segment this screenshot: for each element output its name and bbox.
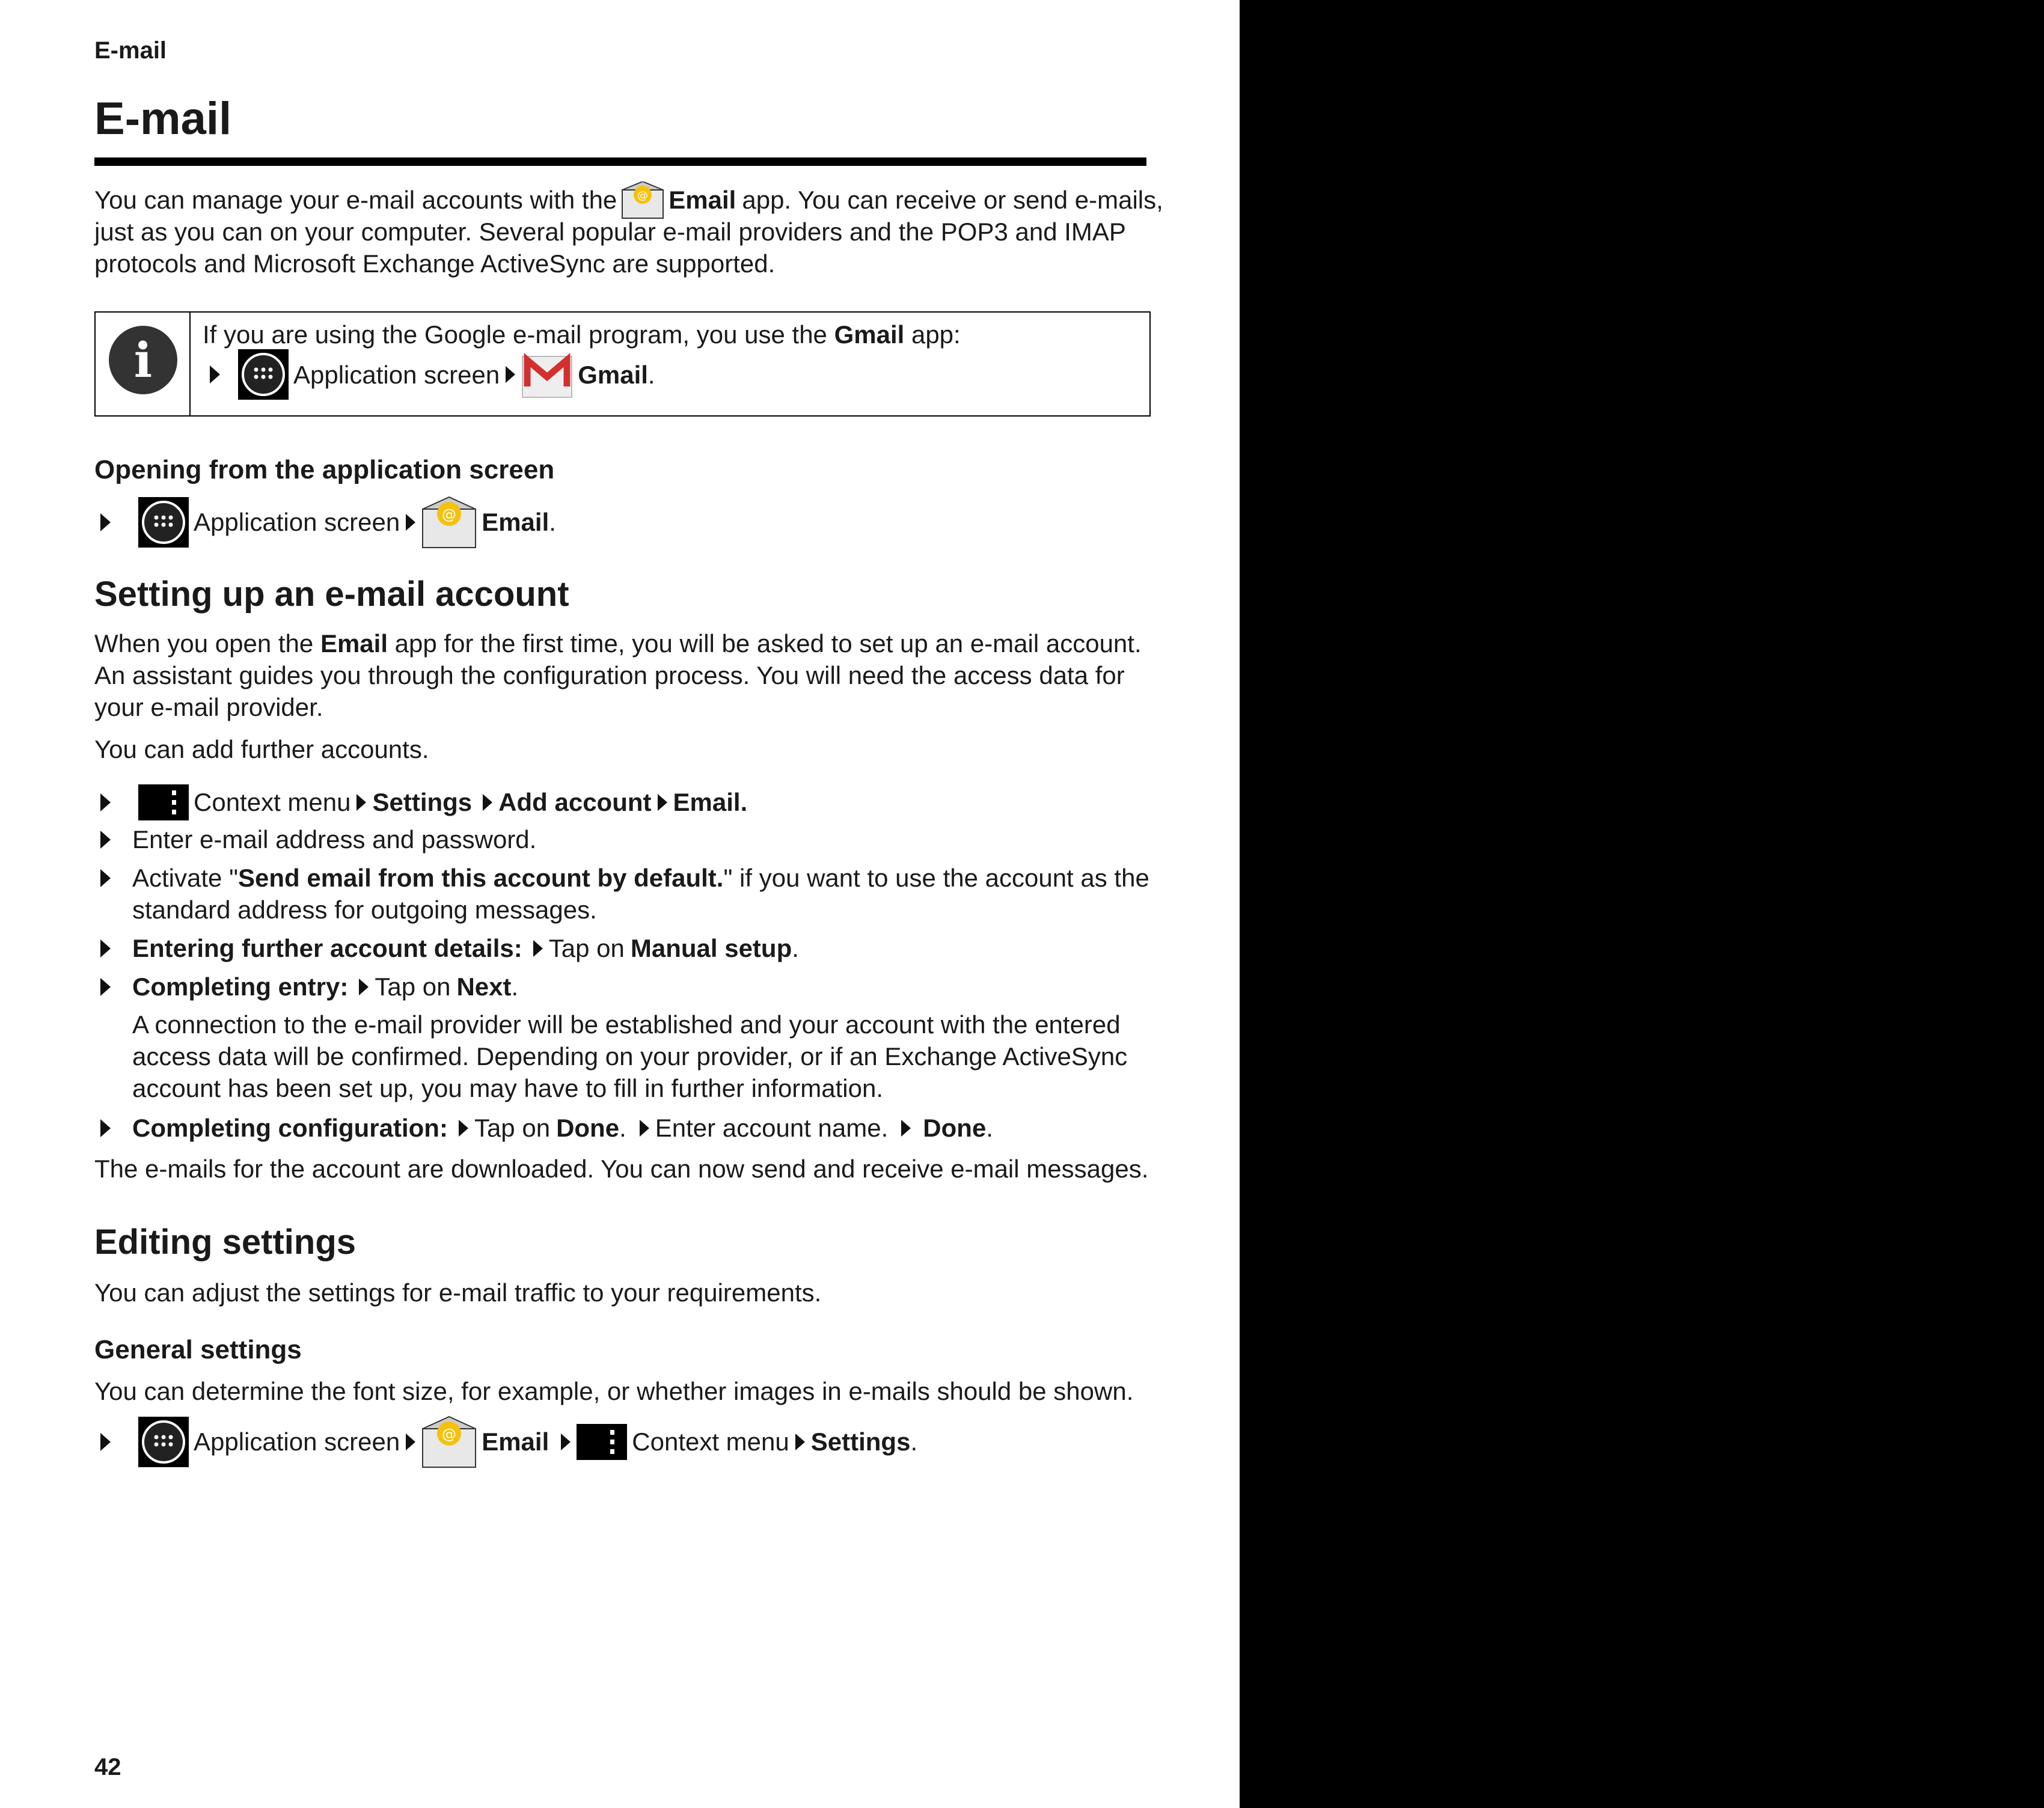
general-settings-path: Application screen @ Email Context menu Settings . (94, 1415, 1152, 1469)
setup-further-accounts: You can add further accounts. (94, 735, 429, 763)
page-title: E-mail (94, 93, 232, 144)
info-icon: i (109, 326, 177, 394)
email-app-icon (622, 182, 664, 219)
bullet-arrow-icon (100, 831, 111, 849)
context-menu-icon (577, 1424, 627, 1460)
opening-heading: Opening from the application screen (94, 455, 555, 484)
info-gmail-bold: Gmail (834, 320, 905, 349)
path-arrow-icon (406, 514, 415, 531)
general-settings-heading: General settings (94, 1335, 302, 1364)
black-margin-bar (1240, 0, 2044, 1808)
svg-text:@: @ (442, 506, 457, 523)
running-header: E-mail (94, 37, 167, 64)
email-app-icon (421, 1416, 477, 1468)
intro-app-name: Email (669, 185, 736, 214)
bullet-arrow-icon (100, 1433, 111, 1451)
info-text-a: If you are using the Google e-mail program, you use the (203, 320, 827, 349)
editing-heading: Editing settings (94, 1223, 356, 1262)
bullet-arrow-icon (100, 939, 111, 957)
document-page: E-mail E-mail You can manage your e-mail accounts with the @ Email app. You can receive or send e-mails, just as you can on your computer. Several popular e-mail providers and the POP3 and IMAP protocols and Microsoft Exchange ActiveSync are supported. i If you are using the Google e-mail program, you use the Gmail app: Application screen Gmail . Opening from the application screen Application screen @ Email . Setting up an e-mail account When you open the Email app for the first time, you will be asked to set up an e-mail account. An assistant guides you through the configuration process. You will need the access data for your e-mail provider. You can add further accounts. Context menu Settings Add account Email. Enter e-mail address and password. Activate "Send email from this account by default." if you want to use the account as the standard address for outgoing messages. Entering further account details: Tap on Manual setup . Completing entry: Tap on Next . A connection to the e-mail provider will be established and your account with the entered access data will be confirmed. Depending on your provider, or if an Exchange ActiveSync account has been set up, you may have to fill in further information. Completing configuration: Tap on Done . Enter account name. Done . The e-mails for the account are downloaded. You can now send and receive e-mail messages. Editing settings You can adjust the settings for e-mail traffic to your requirements. General settings You can determine the font size, for example, or whether images in e-mails should be shown. Application screen @ Email Context menu Settings . 42 (0, 0, 1240, 1808)
intro-line-2: just as you can on your computer. Several popular e-mail providers and the POP3 and IMAP (94, 218, 1126, 246)
path-application-screen: Application screen (293, 360, 500, 389)
info-text-b: app: (911, 320, 961, 349)
bullet-arrow-icon (100, 1119, 111, 1137)
bullet-arrow-icon (100, 869, 111, 887)
gmail-app-icon (521, 350, 573, 399)
intro-text-a: You can manage your e-mail accounts with the (94, 185, 617, 214)
application-screen-icon (238, 349, 289, 400)
opening-path: Application screen @ Email . (94, 495, 1152, 549)
context-menu-icon (138, 784, 189, 820)
setup-step-context-menu: Context menu Settings Add account Email. (94, 781, 1152, 823)
intro-text-b: app. You can receive or send e-mails, (742, 185, 1163, 214)
bullet-arrow-icon (100, 513, 111, 531)
setup-closing: The e-mails for the account are downloaded. You can now send and receive e-mail messages. (94, 1155, 1149, 1183)
svg-text:@: @ (637, 189, 649, 202)
bullet-arrow-icon (100, 793, 111, 811)
bullet-arrow-icon (210, 365, 220, 383)
bullet-arrow-icon (100, 978, 111, 996)
title-rule (94, 157, 1146, 166)
general-settings-paragraph: You can determine the font size, for example, or whether images in e-mails should be shown. (94, 1377, 1134, 1405)
setup-heading: Setting up an e-mail account (94, 575, 569, 614)
email-app-icon (421, 496, 477, 549)
info-box: i If you are using the Google e-mail program, you use the Gmail app: Application screen Gmail . (94, 311, 1151, 417)
application-screen-icon (138, 1417, 189, 1467)
path-gmail: Gmail (578, 360, 648, 389)
svg-text:@: @ (442, 1426, 457, 1443)
application-screen-icon (138, 497, 189, 548)
intro-paragraph (94, 184, 1163, 279)
page-number: 42 (94, 1754, 121, 1780)
path-arrow-icon (506, 366, 515, 383)
editing-paragraph: You can adjust the settings for e-mail traffic to your requirements. (94, 1278, 822, 1307)
editing-section (94, 1225, 1152, 1260)
intro-line-3: protocols and Microsoft Exchange ActiveSync are supported. (94, 249, 776, 278)
opening-section (94, 457, 1152, 483)
setup-paragraph: When you open the Email app for the first time, you will be asked to set up an e-mail account. An assistant guides you through the configuration process. You will need the access data for your e-mail provider. (94, 629, 1142, 721)
setup-section (94, 577, 1152, 612)
